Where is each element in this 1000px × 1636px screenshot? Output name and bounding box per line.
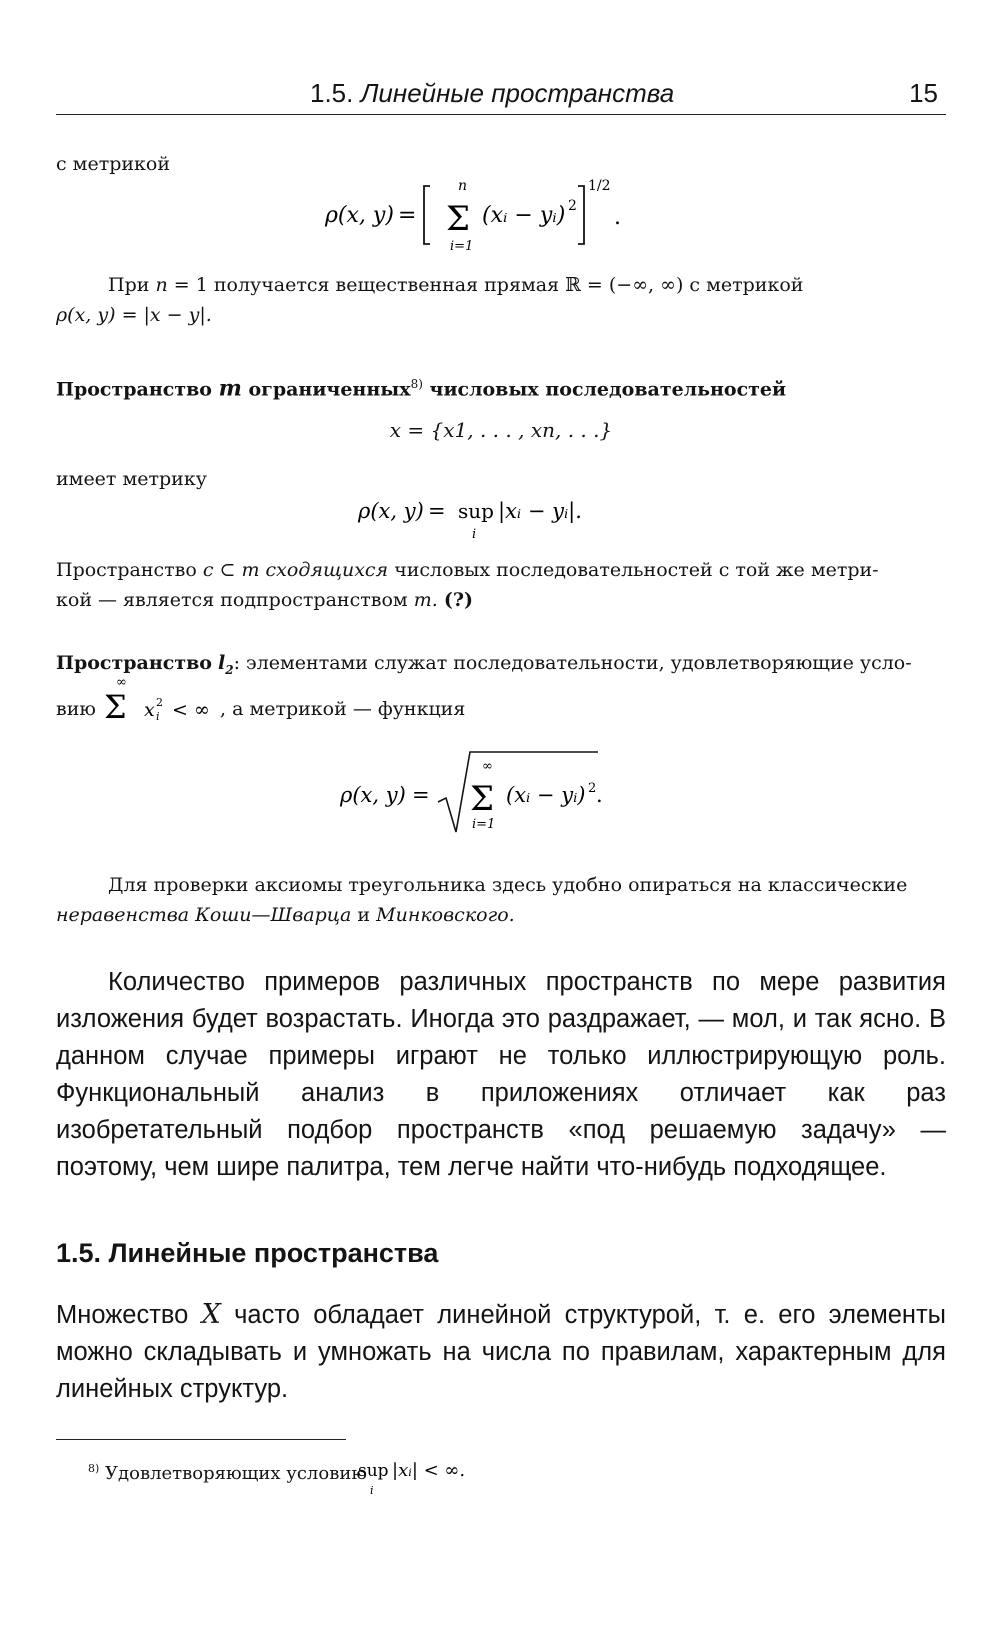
subspace-c-paragraph: Пространство c ⊂ m сходящихся числовых последовательностей с той же метри- кой — является подпространством m. (?) <box>56 559 879 611</box>
svg-text:∞: ∞ <box>482 759 493 774</box>
running-head <box>0 78 1000 112</box>
remark-paragraph: Для проверки аксиомы треугольника здесь удобно опираться на классические неравенства Коши—Шварца и Минковского. <box>56 874 908 926</box>
svg-text:=: = <box>428 499 446 523</box>
footnote-rule <box>56 1439 346 1440</box>
footnote-ref[interactable]: 8) <box>410 377 423 391</box>
formula-rn-metric <box>300 170 660 260</box>
svg-text:Σ: Σ <box>104 688 127 726</box>
header-rule <box>56 114 946 115</box>
svg-text:i: i <box>472 527 477 542</box>
formula-footnote <box>356 1452 526 1496</box>
body-paragraph: Количество примеров различных пространств по мере развития изложения будет возрастать. Иногда это раздражает, — мол, и так ясно. В данном случае примеры играют не только иллюстрирующую роль. Функциональный анализ в приложениях отличает как раз изобретательный подбор пространств «под решаемую задачу» — поэтому, чем шире палитра, тем легче найти что-нибудь подходящее. <box>56 968 946 1181</box>
svg-text:ρ(x, y): ρ(x, y) <box>340 783 406 807</box>
formula-sup-metric <box>350 490 630 546</box>
metric-lead-m: имеет метрику <box>56 468 207 490</box>
svg-text:(xᵢ − yᵢ): (xᵢ − yᵢ) <box>482 203 566 228</box>
svg-text:=: = <box>412 783 430 807</box>
svg-text:x: x <box>144 699 155 721</box>
svg-text:2: 2 <box>588 781 597 796</box>
svg-text:i: i <box>156 710 160 723</box>
page-number: 15 <box>909 78 938 108</box>
formula-l2-condition <box>100 670 220 730</box>
formula-sequence: x = {x1, . . . , xn, . . .} <box>389 418 613 442</box>
svg-text:(xᵢ − yᵢ): (xᵢ − yᵢ) <box>506 783 586 807</box>
svg-text:sup: sup <box>458 499 494 523</box>
svg-text:2: 2 <box>156 696 163 709</box>
l2-heading-line: Пространство $l_2$: элементами служат последовательности, удовлетворяющие усло- <box>56 652 912 677</box>
heading-space-m: Пространство m ограниченных$^{8)}$ числовых последовательностей <box>56 375 787 402</box>
section-paragraph: Множество X часто обладает линейной структурой, т. е. его элементы можно складывать и умножать на числа по правилам, характерным для линейных структур. <box>56 1299 946 1403</box>
svg-text:ρ(x, y): ρ(x, y) <box>325 203 394 228</box>
svg-text:i=1: i=1 <box>450 239 474 254</box>
svg-text:Σ: Σ <box>446 199 471 239</box>
svg-text:|xᵢ| < ∞.: |xᵢ| < ∞. <box>392 1460 466 1481</box>
svg-text:sup: sup <box>358 1461 389 1481</box>
svg-text:i: i <box>370 1484 374 1496</box>
svg-text:.: . <box>596 783 603 807</box>
svg-text:Σ: Σ <box>470 779 495 819</box>
section-heading: 1.5. Линейные пространства <box>56 1238 439 1268</box>
l2-metric-lead: , а метрикой — функция <box>220 698 466 720</box>
svg-text:.: . <box>614 205 621 230</box>
real-line-note: При n = 1 получается вещественная прямая ℝ = (−∞, ∞) с метрикой ρ(x, y) = |x − y|. <box>56 274 804 326</box>
svg-text:|xᵢ − yᵢ|.: |xᵢ − yᵢ|. <box>498 499 582 523</box>
svg-text:ρ(x, y): ρ(x, y) <box>358 499 424 523</box>
svg-text:1/2: 1/2 <box>588 178 611 194</box>
l2-condition-line: вию <box>56 698 96 720</box>
footnote: $^{8)}$ Удовлетворяющих условию <box>88 1462 368 1484</box>
running-head-section-title: Линейные пространства <box>360 78 675 108</box>
svg-text:∞: ∞ <box>116 675 127 690</box>
svg-text:< ∞: < ∞ <box>172 699 210 721</box>
svg-text:i=1: i=1 <box>472 817 496 832</box>
metric-lead-text: с метрикой <box>56 153 171 175</box>
svg-text:=: = <box>398 203 417 228</box>
formula-l2-metric <box>330 740 630 840</box>
svg-text:n: n <box>458 178 468 194</box>
svg-text:2: 2 <box>568 198 577 214</box>
running-head-section-number: 1.5. <box>310 78 354 108</box>
running-head-title <box>310 78 674 109</box>
